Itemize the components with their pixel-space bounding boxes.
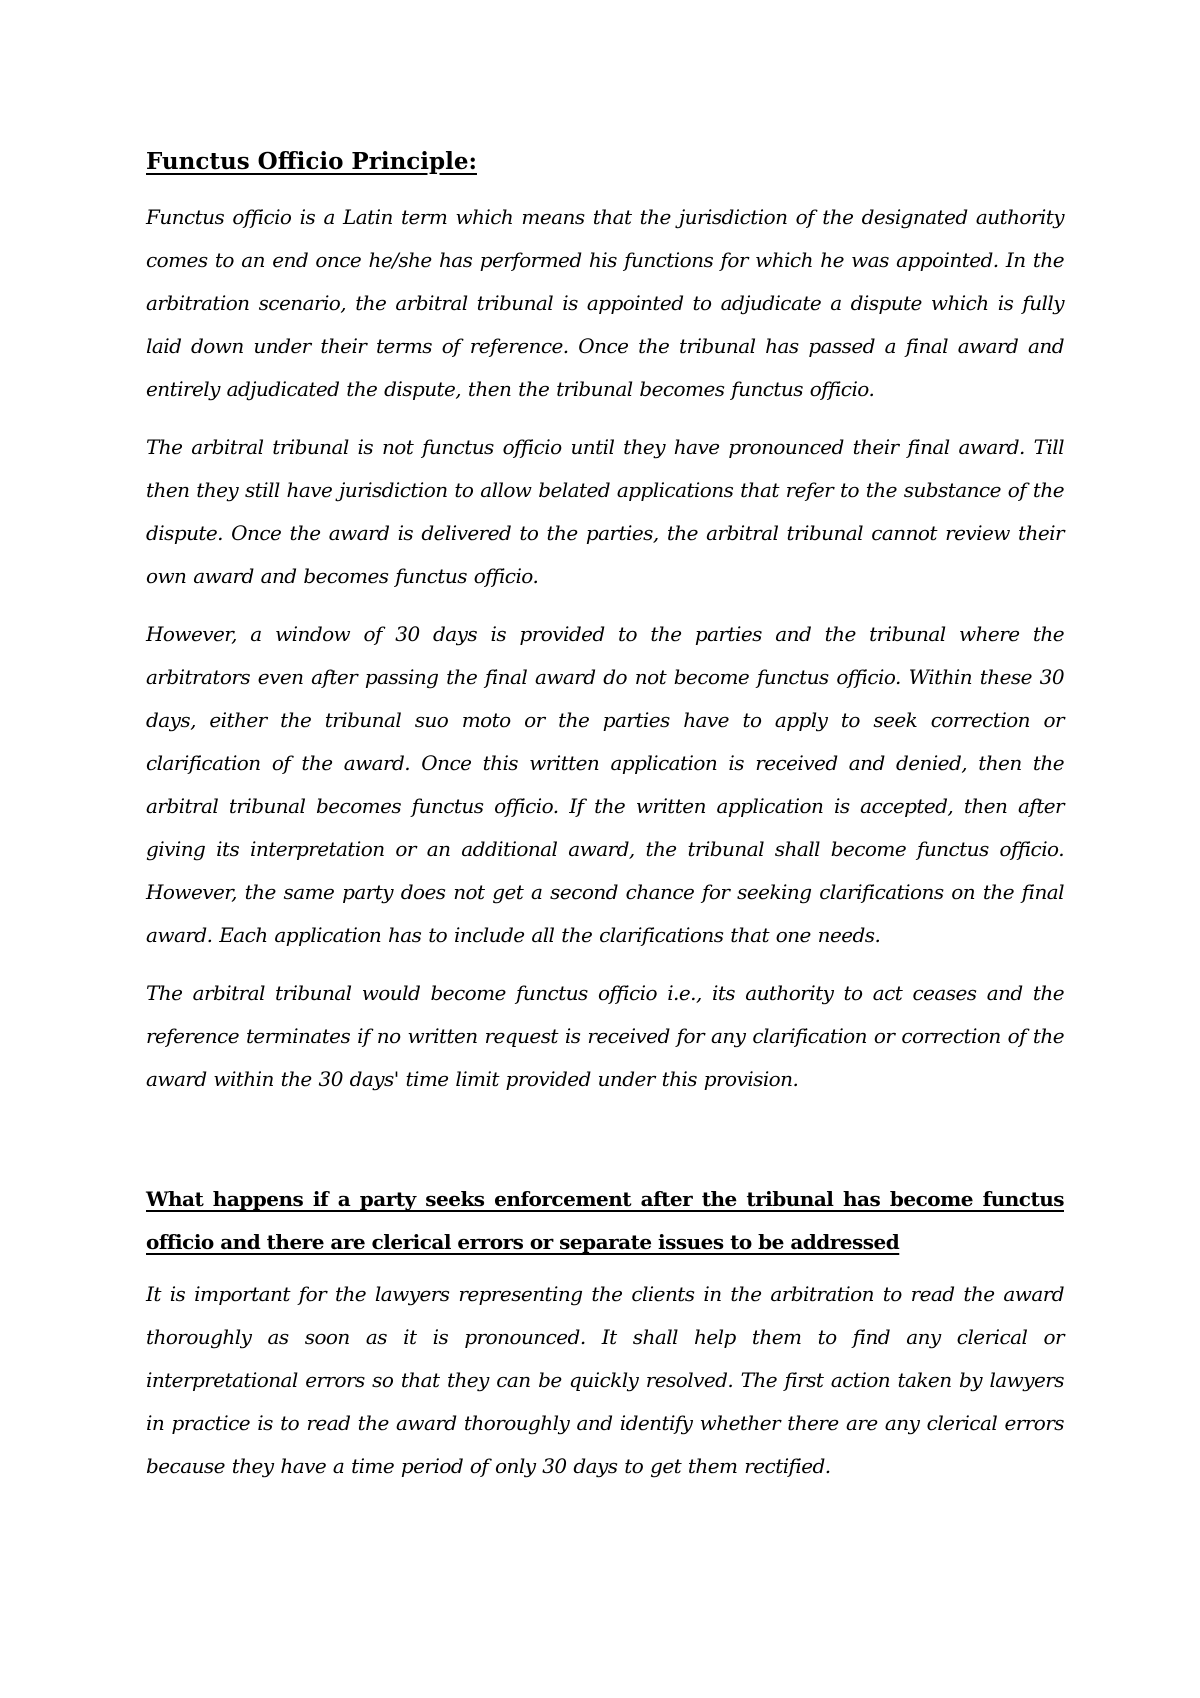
page-title: Functus Officio Principle: (146, 148, 477, 175)
paragraph-30-day-window: However, a window of 30 days is provided to the parties and the tribunal where the arbitrators even after passing the final award do not become functus officio. Within these 30 days, either the tribunal suo moto or the parties have to apply to seek correction or clarification of the award. Once this written application is received and denied, then the arbitral tribunal becomes functus officio. If the written application is accepted, then after giving its interpretation or an additional award, the tribunal shall become functus officio. However, the same party does not get a second chance for seeking clarifications on the final award. Each application has to include all the clarifications that one needs. (146, 622, 1064, 947)
paragraph-authority-ceases: The arbitral tribunal would become functus officio i.e., its authority to act ceases and the reference terminates if no written request is received for any clarification or correction of the award within the 30 days' time limit provided under this provision. (146, 981, 1064, 1091)
paragraph-definition: Functus officio is a Latin term which means that the jurisdiction of the designated authority comes to an end once he/she has performed his functions for which he was appointed. In the arbitration scenario, the arbitral tribunal is appointed to adjudicate a dispute which is fully laid down under their terms of reference. Once the tribunal has passed a final award and entirely adjudicated the dispute, then the tribunal becomes functus officio. (146, 205, 1064, 401)
document-page (146, 146, 1064, 1488)
section-heading-enforcement: What happens if a party seeks enforcement after the tribunal has become functus officio and there are clerical errors or separate issues to be addressed (146, 1187, 1064, 1254)
paragraph-lawyers-review: It is important for the lawyers representing the clients in the arbitration to read the award thoroughly as soon as it is pronounced. It shall help them to find any clerical or interpretational errors so that they can be quickly resolved. The first action taken by lawyers in practice is to read the award thoroughly and identify whether there are any clerical errors because they have a time period of only 30 days to get them rectified. (146, 1282, 1064, 1478)
paragraph-final-award: The arbitral tribunal is not functus officio until they have pronounced their final award. Till then they still have jurisdiction to allow belated applications that refer to the substance of the dispute. Once the award is delivered to the parties, the arbitral tribunal cannot review their own award and becomes functus officio. (146, 435, 1064, 588)
